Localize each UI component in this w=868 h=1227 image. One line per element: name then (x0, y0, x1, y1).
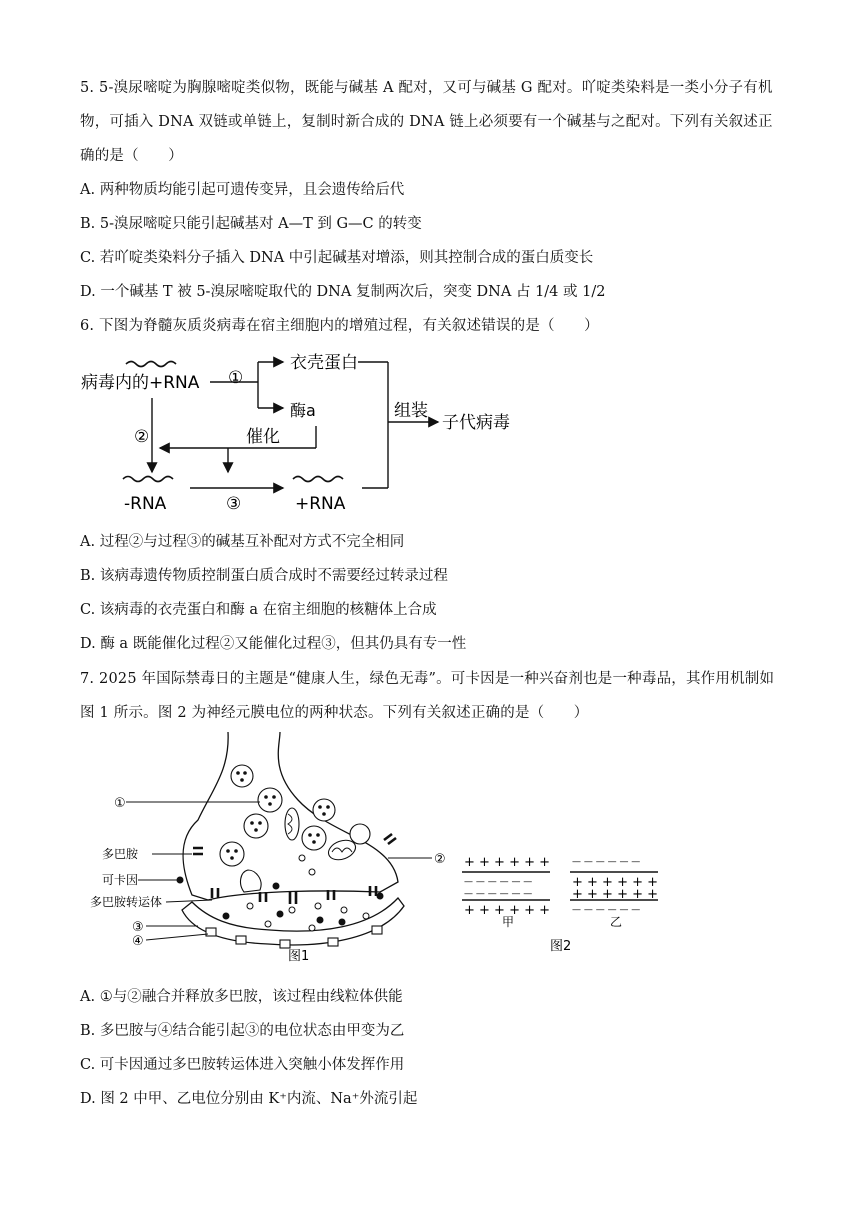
label-cocaine: 可卡因 (102, 873, 139, 887)
coat-protein-label: 衣壳蛋白 (290, 353, 358, 373)
q7-option-d[interactable]: D. 图 2 中甲、乙电位分别由 K⁺内流、Na⁺外流引起 (80, 1091, 418, 1107)
rna-wave-icon (126, 362, 176, 367)
q7-stem-line-1: 7. 2025 年国际禁毒日的主题是“健康人生，绿色无毒”。可卡因是一种兴奋剂也是一种毒品，其作用机制如 (80, 671, 775, 687)
marker-1: ① (114, 796, 126, 811)
progeny-virus-label: 子代病毒 (442, 413, 510, 433)
state-a-label: 甲 (502, 915, 515, 929)
label-transporter: 多巴胺转运体 (90, 895, 163, 909)
state-a-inner-charges: — — — — — — (464, 877, 533, 887)
q6-stem: 6. 下图为脊髓灰质炎病毒在宿主细胞内的增殖过程，有关叙述错误的是（ ） (80, 318, 599, 334)
q7-option-a[interactable]: A. ①与②融合并释放多巴胺，该过程由线粒体供能 (80, 989, 403, 1005)
q5-option-b[interactable]: B. 5-溴尿嘧啶只能引起碱基对 A—T 到 G—C 的转变 (80, 216, 422, 232)
state-b-bottom-charges: — — — — — — (572, 905, 641, 915)
marker-4: ④ (132, 934, 144, 949)
synapse-figure (80, 730, 460, 965)
q5-option-d[interactable]: D. 一个碱基 T 被 5-溴尿嘧啶取代的 DNA 复制两次后，突变 DNA 占 1/4 或 1/2 (80, 284, 606, 300)
pos-rna-label: +RNA (295, 494, 346, 514)
q6-option-a[interactable]: A. 过程②与过程③的碱基互补配对方式不完全相同 (80, 534, 405, 550)
marker-3: ③ (132, 920, 144, 935)
q5-option-c[interactable]: C. 若吖啶类染料分子插入 DNA 中引起碱基对增添，则其控制合成的蛋白质变长 (80, 250, 594, 266)
label-dopamine: 多巴胺 (102, 847, 139, 861)
figure-2-caption: 图2 (550, 939, 572, 954)
state-a-top-charges: + + + + + + (464, 855, 551, 870)
catalyze-label: 催化 (246, 427, 280, 447)
state-b-top-charges: — — — — — — (572, 857, 641, 867)
step-2-marker: ② (134, 427, 150, 447)
state-b-inner-charges: + + + + + + (572, 875, 659, 890)
step-1-marker: ① (228, 368, 244, 388)
neg-rna-label: -RNA (124, 494, 167, 514)
virus-rna-label: 病毒内的+RNA (81, 373, 200, 393)
q7-stem-line-2: 图 1 所示。图 2 为神经元膜电位的两种状态。下列有关叙述正确的是（ ） (80, 705, 589, 721)
q5-stem-line-1: 5. 5-溴尿嘧啶为胸腺嘧啶类似物，既能与碱基 A 配对，又可与碱基 G 配对。吖啶类染料是一类小分子有机 (80, 80, 773, 96)
q5-stem-line-3: 确的是（ ） (80, 148, 183, 164)
figure-1-caption: 图1 (288, 949, 310, 964)
q6-option-d[interactable]: D. 酶 a 既能催化过程②又能催化过程③，但其仍具有专一性 (80, 636, 467, 652)
rna-wave-icon (123, 477, 173, 482)
q6-option-c[interactable]: C. 该病毒的衣壳蛋白和酶 a 在宿主细胞的核糖体上合成 (80, 602, 437, 618)
step-3-marker: ③ (226, 494, 242, 514)
virus-replication-diagram (78, 348, 538, 520)
q5-stem-line-2: 物，可插入 DNA 双链或单链上，复制时新合成的 DNA 链上必须要有一个碱基与之配对。下列有关叙述正 (80, 114, 773, 130)
state-a-bottom-charges: + + + + + + (464, 903, 551, 918)
marker-2: ② (434, 852, 446, 867)
membrane-potential-figure (458, 850, 678, 955)
enzyme-a-label: 酶a (290, 401, 316, 420)
state-a-inner-charges-2: — — — — — — (464, 889, 533, 899)
q7-option-b[interactable]: B. 多巴胺与④结合能引起③的电位状态由甲变为乙 (80, 1023, 405, 1039)
state-b-label: 乙 (610, 915, 623, 929)
rna-wave-icon (293, 477, 343, 482)
assemble-label: 组装 (394, 401, 428, 421)
state-b-inner-charges-2: + + + + + + (572, 887, 659, 902)
q7-option-c[interactable]: C. 可卡因通过多巴胺转运体进入突触小体发挥作用 (80, 1057, 405, 1073)
q5-option-a[interactable]: A. 两种物质均能引起可遗传变异，且会遗传给后代 (80, 182, 405, 198)
q6-option-b[interactable]: B. 该病毒遗传物质控制蛋白质合成时不需要经过转录过程 (80, 568, 448, 584)
